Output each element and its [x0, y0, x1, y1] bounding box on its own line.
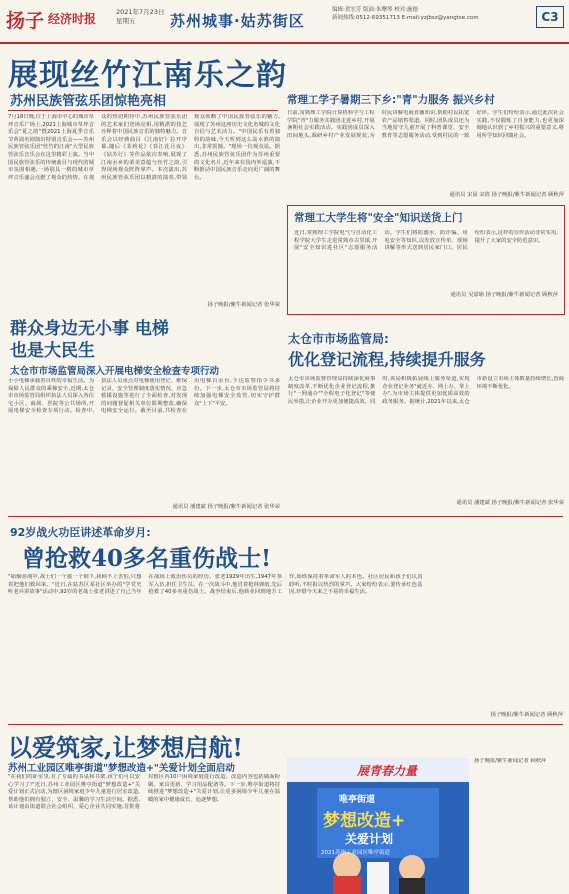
article7-body-continued — [474, 758, 563, 884]
editor-info — [332, 6, 532, 22]
photo-banner: 梦想改造+ — [323, 811, 406, 831]
article2-body: 日前,常熟理工学院计算机科学与工程学院"青"力服务实践团走进乡村,开展暑期社会实践活动。实践团成员深入田间地头,调研乡村产业发展现状,为村民讲解电商直播知识,帮助村民拓宽农产品销售渠道。同时,团队成员还为当地留守儿童开展了科普课堂、安全教育等志愿服务活动,受到村民的一致好评。学生们纷纷表示,通过此次社会实践,不仅锻炼了自身能力,也更加深刻地认识到了乡村振兴的重要意义,将用所学知识回馈社会。 — [287, 110, 564, 139]
article7-headline: 以爱筑家,让梦想启航! — [8, 733, 243, 762]
contact-line: 新闻热线:0512-69351713 E-mail:yzjbsz@yangtse.com — [332, 15, 479, 21]
paper-name: 经济时报 — [48, 12, 97, 26]
article1-byline: 扬子晚报/紫牛新闻记者 张华荣 — [207, 302, 280, 308]
article4-headline: 群众身边无小事 电梯也是大民生 — [10, 319, 169, 361]
page-number: C3 — [536, 6, 564, 28]
editor-line: 编辑:贺宏芳 版面:朱曙琴 校对:施德 — [332, 7, 419, 13]
article5-byline: 通讯员 潘建斌 扬子晚报/紫牛新闻记者 张华荣 — [456, 500, 564, 506]
article4-byline: 通讯员 潘建斌 扬子晚报/紫牛新闻记者 张华荣 — [172, 504, 280, 510]
article6-body: "硝烟弥漫中,战士们一个接一个倒下,我顾不上害怕,只想着把他们救回来。"近日,在姑苏区某社区举办的"学党史 听老兵讲故事"活动中,92岁的老战士张老讲述了自己当年在战场上救治伤员的经历。张老1929年出生,1947年参军入伍,担任卫生员。在一次战斗中,他冒着枪林弹雨,先后抢救了40多名重伤战士。战争结束后,他转业回到地方工作,始终保持着革命军人的本色。社区居民和孩子们认真聆听,不时报以热烈的掌声。大家纷纷表示,要传承红色基因,珍惜今天来之不易的幸福生活。 — [8, 574, 423, 596]
divider — [8, 110, 278, 111]
photo-caption: 关爱计划 — [345, 832, 394, 846]
article7-subhead: 苏州工业园区唯亭街道"梦想改造+"关爱计划全面启动 — [8, 763, 235, 774]
article3-byline: 通讯员 吴嘉瑜 扬子晚报/紫牛新闻记者 顾秋萍 — [450, 292, 558, 298]
article1-subhead: 苏州民族管弦乐团惊艳亮相 — [10, 94, 167, 109]
article6-kicker: 92岁战火功臣讲述革命岁月: — [10, 526, 151, 539]
article2-byline: 通讯员 宋晨 宋倩 扬子晚报/紫牛新闻记者 顾秋萍 — [449, 192, 564, 198]
article3-headline: 常理工大学生将"安全"知识送货上门 — [294, 212, 463, 224]
issue-date — [116, 8, 164, 26]
article4-body: 小小电梯承载着百姓的幸福生活。为保障人民群众的乘梯安全,近期,太仓市市场监管局组织执法人员深入各住宅小区、商场、医院等公共场所,开展电梯安全检查专项行动。检查中,执法人员重点对电梯使用登记、维保记录、安全管理制度落实情况、应急救援设施等进行了全面检查,对发现的问题督促相关单位限期整改,确保电梯安全运行。截至目前,共检查在用电梯百余台,下达监察指令书多份。下一步,太仓市市场监管局将持续加强电梯安全监管,切实守护群众"上下"平安。 — [8, 378, 280, 415]
article1-body: 7月18日晚,位于上海市中心的城市草坪音乐广场上,2021上海城市草坪音乐会"夏之韵"暨2021上海夏季音乐节黄浦名剧演出特别音乐会——苏州民族管弦乐团"丝竹的江南"大型民族管弦乐音乐会在这里精彩上演。当中国民族管弦乐的传统曲目与现代的城市氛围相遇,一场别具一格的城市草坪音乐盛会点燃了观众的热情。在观众的热切期待中,苏州民族管弦乐团的艺术家们登场亮相,用精湛的技艺诠释着中国民族音乐的独特魅力。音乐会以经典曲目《江南好》拉开序幕,随后《茉莉花》《春江花月夜》《姑苏行》等作品依次奏响,展现了江南水乡的柔美意蕴与丝竹之韵,引得现场观众阵阵掌声。本次演出,苏州民族管弦乐团以精湛的演奏,带领观众领略了中国民族管弦乐的魅力,展现了苏州这座历史文化名城的文化自信与艺术活力。"中国民乐有着独特的韵味,今天听到这么高水准的演出,非常震撼。"现场一位观众说。据悉,苏州民族管弦乐团作为苏州重要的文化名片,近年来在国内外巡演,不断推动中国民族音乐走向更广阔的舞台。 — [8, 114, 280, 181]
article4-subhead: 太仓市市场监管局深入开展电梯安全检查专项行动 — [10, 366, 220, 377]
date-line: 2021年7月23日 — [116, 8, 165, 16]
photo-slogan: 展青春力量 — [357, 764, 418, 778]
article5-headline: 太仓市市场监管局: — [288, 332, 389, 346]
photo-banner-top: 唯亭街道 — [339, 795, 376, 805]
article6-byline: 扬子晚报/紫牛新闻记者 顾秋萍 — [490, 712, 563, 718]
article6-headline: 曾抢救40多名重伤战士! — [22, 545, 272, 572]
section-title: 苏州城事·姑苏街区 — [170, 12, 305, 30]
article5-headline2: 优化登记流程,持续提升服务 — [288, 350, 486, 369]
section-divider — [8, 724, 563, 725]
article3-box — [287, 205, 565, 315]
masthead — [0, 0, 569, 44]
weekday: 星期五 — [116, 17, 136, 25]
event-photo — [287, 758, 469, 894]
article5-body: 太仓市市场监督管理局持续深化商事制度改革,不断优化企业登记流程,推行"一网通办""全程电子化登记"等便民举措,让企业开办更加便捷高效。同时,该局积极拓展线上服务渠道,实现企业登记业务"就近办、网上办、掌上办",为市场主体提供更加优质高效的政务服务。据统计,2021年以来,太仓市新设立市场主体数量持续增长,营商环境不断优化。 — [288, 376, 564, 405]
newspaper-logo: 扬子 — [6, 10, 45, 32]
article7-body: "在我们的卧室里,有了专属的书桌和书架,孩子们可以安心学习了!"近日,苏州工业园区唯亭街道"梦想改造+"关爱计划正式启动,为辖区困境家庭少年儿童进行居室改造,帮助他们拥有独立、安全、温馨的学习生活空间。据悉,该计划由街道联合社会组织、爱心企业共同实施,首批将对辖区内10户困境家庭进行改造。改造内容包括墙面粉刷、家具更新、学习用品配备等。下一步,唯亭街道将持续推进"梦想改造+"关爱计划,让更多困境少年儿童在温暖的家中健康成长、追逐梦想。 — [8, 774, 280, 811]
article3-body: 近日,常熟理工学院电气与自动化工程学院大学生走进常熟市古里镇,开展"安全知识进社区"志愿服务活动。学生们将防溺水、防诈骗、用电安全等知识,以发放宣传单、现场讲解等形式送到居民家门口。居民纷纷表示,这样的宣传活动非常实用,提升了大家的安全防范意识。 — [294, 230, 558, 252]
article2-headline: 常理工学子暑期三下乡:"青"力服务 振兴乡村 — [287, 94, 495, 106]
photo-subline: 2021苏州工业园区唯亭街道 — [321, 850, 390, 856]
article1-headline: 展现丝竹江南乐之韵 — [8, 58, 287, 93]
section-divider — [8, 516, 563, 517]
article7-byline: 扬子晚报/紫牛新闻记者 顾秋萍 — [474, 758, 547, 764]
